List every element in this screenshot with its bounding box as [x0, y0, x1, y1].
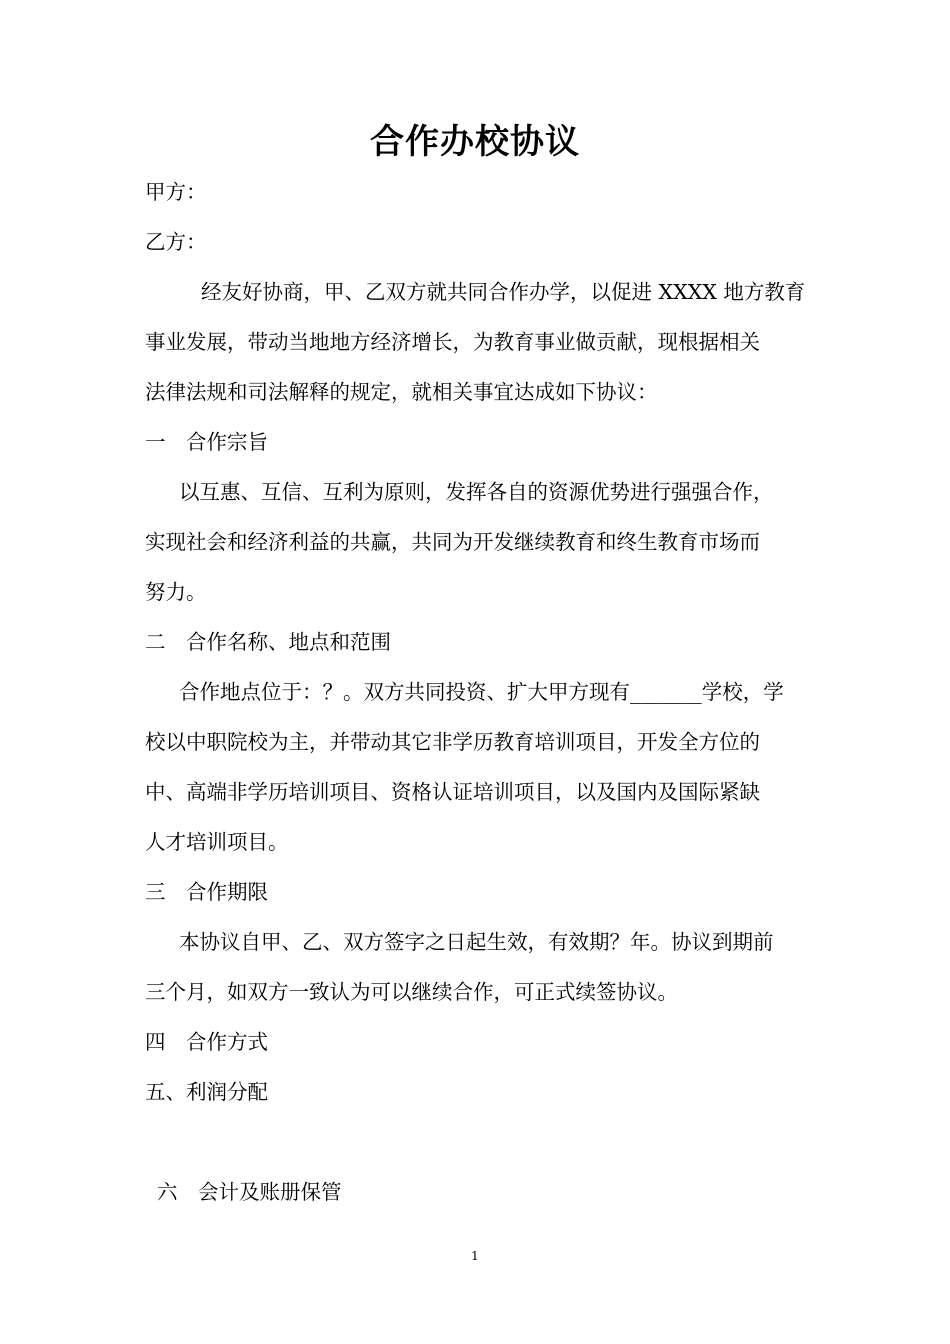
- party-a-label: 甲方：: [145, 180, 207, 204]
- section-2-line-3: 中、高端非学历培训项目、资格认证培训项目，以及国内及国际紧缺: [145, 780, 760, 804]
- intro-line-1: 经友好协商，甲、乙双方就共同合作办学，以促进 XXXX 地方教育: [201, 280, 806, 304]
- section-1-line-2: 实现社会和经济利益的共赢，共同为开发继续教育和终生教育市场而: [145, 530, 760, 554]
- section-2-line-2: 校以中职院校为主，并带动其它非学历教育培训项目，开发全方位的: [145, 730, 760, 754]
- section-1-line-1: 以互惠、互信、互利为原则，发挥各自的资源优势进行强强合作，: [179, 480, 774, 504]
- section-1-line-3: 努力。: [145, 580, 207, 604]
- intro-line-3: 法律法规和司法解释的规定，就相关事宜达成如下协议：: [145, 380, 658, 404]
- page-number: 1: [471, 1249, 479, 1263]
- section-3-line-1: 本协议自甲、乙、双方签字之日起生效，有效期？年。协议到期前: [179, 930, 774, 954]
- section-2-line-4: 人才培训项目。: [145, 830, 289, 854]
- document-title: 合作办校协议: [370, 122, 580, 162]
- section-2-heading: 二 合作名称、地点和范围: [145, 630, 391, 654]
- section-2-line-1: 合作地点位于：？。双方共同投资、扩大甲方现有_______学校，学: [179, 680, 784, 704]
- section-4-heading: 四 合作方式: [145, 1030, 268, 1054]
- section-1-heading: 一 合作宗旨: [145, 430, 268, 454]
- party-b-label: 乙方：: [145, 230, 207, 254]
- intro-line-2: 事业发展，带动当地地方经济增长，为教育事业做贡献，现根据相关: [145, 330, 760, 354]
- section-3-line-2: 三个月，如双方一致认为可以继续合作，可正式续签协议。: [145, 980, 678, 1004]
- section-6-heading: 六 会计及账册保管: [157, 1180, 342, 1204]
- section-3-heading: 三 合作期限: [145, 880, 268, 904]
- section-5-heading: 五、利润分配: [145, 1080, 268, 1104]
